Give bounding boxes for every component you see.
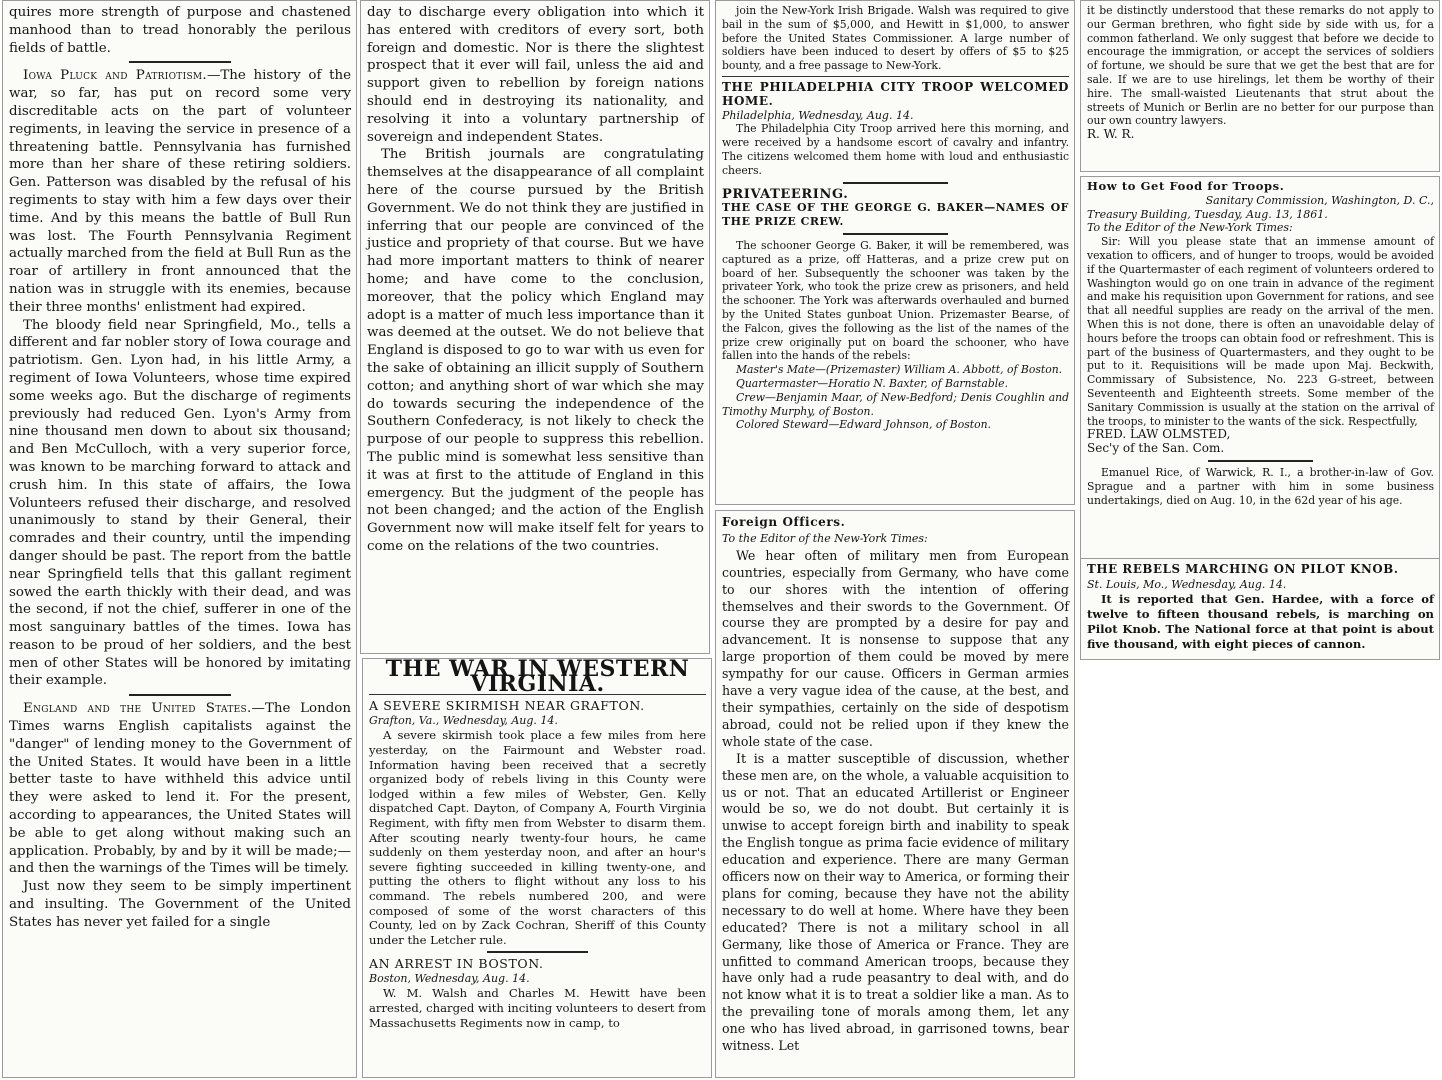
obligation-paragraph: day to discharge every obligation into which it has entered with creditors of every sort, both foreign and domestic. Nor is there the slightest prospect that it ever will fail, unless the aid and support given to rebellion by foreign nations should end in destroying its nationality, and resolving it into a voluntary partnership of sovereign and independent States. <box>367 5 704 145</box>
arrest-continuation: join the New-York Irish Brigade. Walsh was required to give bail in the sum of $5,000, and Hewitt in $1,000, to answer before the United States Commissioner. A large number of soldiers have been induced to desert by offers of $5 to $25 bounty, and a free passage to New-York. <box>722 4 1069 73</box>
foreign-officers-continuation: it be distinctly understood that these remarks do not apply to our German brethren, who fight side by side with us, for a common fatherland. We only suggest that before we decide to encourage the immigration, or accept the services of soldiers of fortune, we should be sure that we get the best that are for sale. If we are to use hirelings, let them be worthy of their hire. The small-waisted Lieutenants that strut about the streets of Munich or Berlin are no better for our purpose than our own country lawyers. <box>1087 4 1434 128</box>
food-headline: How to Get Food for Troops. <box>1087 179 1285 193</box>
iowa-article <box>9 67 351 316</box>
clipping-food-for-troops <box>1080 176 1440 564</box>
to-editor-line: To the Editor of the New-York Times: <box>722 531 928 545</box>
skirmish-body: A severe skirmish took place a few miles from here yesterday, on the Fairmount and Webster road. Information having been received that a secretly organized body of rebels living in this County were lodged within a few miles of Webster, Gen. Kelly dispatched Capt. Dayton, of Company A, Fourth Virginia Regiment, with fifty men from Webster to disarm them. After scouting nearly twenty-four hours, he came suddenly on them yesterday noon, and after an hour's severe fighting succeeded in killing twenty-one, and putting the others to flight without any loss to his command. The rebels numbered 200, and were composed of some of the worst characters of this County, led on by Zack Cochran, Sheriff of this County under the Letcher rule. <box>369 728 706 947</box>
arrest-dateline: Boston, Wednesday, Aug. 14. <box>369 971 530 985</box>
troop-dateline: Philadelphia, Wednesday, Aug. 14. <box>722 108 914 122</box>
war-headline: THE WAR IN WESTERN VIRGINIA. <box>385 658 690 697</box>
england-paragraph-1: —The London Times warns English capitalists against the "danger" of lending money to the Government of the United States. It would have been in a little better taste to have withheld this advice until they were asked to lend it. For the present, according to appearances, the United States will be able to get along without making such an application. Probably, by and by it will be made;—and then the warnings of the Times will be timely. <box>9 701 351 877</box>
crew-line: Colored Steward—Edward Johnson, of Boston. <box>736 418 991 432</box>
british-journals-paragraph: The British journals are congratulating themselves at the disappearance of all complaint here of the course pursued by the British Government. We do not think they are justified in inferring that our people are convinced of the justice and propriety of that course. But we have had more important matters to think of nearer home; and have come to the conclusion, moreover, that the policy which England may adopt is a matter of much less importance than it was deemed at the outset. We do not believe that England is disposed to go to war with us even for the sake of obtaining an illicit supply of Southern cotton; and anything short of war which she may do towards securing the independence of the Southern Confederacy, is not likely to check the purpose of our people to suppress this rebellion. The public mind is somewhat less sensitive than it was at first to the attitude of England in this emergency. But the judgment of the people has not been changed; and the action of the English Government now will make itself felt for years to come on the relations of the two countries. <box>367 147 704 554</box>
privateering-subhead: THE CASE OF THE GEORGE G. BAKER—NAMES OF THE PRIZE CREW. <box>722 201 1069 229</box>
skirmish-dateline: Grafton, Va., Wednesday, Aug. 14. <box>369 713 558 727</box>
england-paragraph-2: Just now they seem to be simply impertinent and insulting. The Government of the United States has never yet failed for a single <box>9 879 351 930</box>
england-heading: England and the United States. <box>23 701 252 717</box>
to-editor-line: To the Editor of the New-York Times: <box>1087 221 1293 235</box>
food-subhead-2: Treasury Building, Tuesday, Aug. 13, 1861. <box>1087 207 1328 221</box>
clipping-british-journals <box>360 0 710 654</box>
clipping-foreign-officers <box>715 510 1075 1078</box>
crew-line: Master's Mate—(Prizemaster) William A. Abbott, of Boston. <box>736 363 1063 377</box>
crew-line: Quartermaster—Horatio N. Baxter, of Barnstable. <box>736 376 1008 390</box>
privateering-body: The schooner George G. Baker, it will be remembered, was captured as a prize, off Hatteras, and a prize crew put on board of her. Subsequently the schooner was taken by the privateer York, who took the prize crew as prisoners, and held the schooner. The York was afterwards overhauled and burned by the United States gunboat Union. Prizemaster Bearse, of the Falcon, gives the following as the list of the names of the prize crew originally put on board the schooner, who have fallen into the hands of the rebels: <box>722 238 1069 363</box>
foreign-officers-paragraph-2: It is a matter susceptible of discussion, whether these men are, on the whole, a valuable acquisition to us or not. That an educated Artillerist or Engineer would be so, we do not doubt. But certainly it is unwise to accept foreign birth and inability to speak the English tongue as prima facie evidence of military education and experience. There are many German officers now on their way to America, or forming their plans for coming, because they have not the ability necessary to do well at home. Where have they been educated? There is not a military school in all Germany, like those of America or France. They are unfitted to command American troops, because they have only had a rude peasantry to deal with, and do not know what it is to treat a soldier like a man. As to the prevailing tone of morals among them, let any one who has lived abroad, in garrisoned towns, bear witness. Let <box>722 750 1069 1054</box>
column-rule <box>722 178 1069 188</box>
pilot-knob-dateline: St. Louis, Mo., Wednesday, Aug. 14. <box>1087 578 1287 591</box>
england-article <box>9 700 351 878</box>
rice-obituary: Emanuel Rice, of Warwick, R. I., a brother-in-law of Gov. Sprague and a partner with him in some business undertakings, died on Aug. 10, in the 62d year of his age. <box>1087 465 1434 507</box>
foreign-officers-signature: R. W. R. <box>1087 127 1135 142</box>
iowa-heading: Iowa Pluck and Patriotism. <box>23 68 207 84</box>
troop-headline: THE PHILADELPHIA CITY TROOP WELCOMED HOME. <box>722 79 1069 108</box>
skirmish-headline: A SEVERE SKIRMISH NEAR GRAFTON. <box>369 698 645 714</box>
food-subhead-1: Sanitary Commission, Washington, D. C., <box>1205 193 1434 207</box>
column-rule <box>9 57 351 67</box>
iowa-paragraph-1: —The history of the war, so far, has put on record some very discreditable acts on the part of volunteer regiments, in leaving the service in presence of a threatening battle. Pennsylvania has furnished more than her share of these retiring soldiers. Gen. Patterson was disabled by the refusal of his regiments to stay with him a few days over their time. And by this means the battle of Bull Run was lost. The Fourth Pennsylvania Regiment actually marched from the field at Bull Run as the roar of artillery in front announced that the nation was in struggle with its enemies, because their three months' enlistment had expired. <box>9 68 351 315</box>
arrest-body: W. M. Walsh and Charles M. Hewitt have been arrested, charged with inciting volunteers to desert from Massachusetts Regiments now in camp, to <box>369 986 706 1030</box>
column-rule <box>1087 456 1434 466</box>
crew-line: Crew—Benjamin Maar, of New-Bedford; Denis Coughlin and Timothy Murphy, of Boston. <box>722 390 1069 418</box>
clipping-western-virginia <box>362 658 712 1078</box>
foreign-officers-headline: Foreign Officers. <box>722 515 846 529</box>
food-signature-title: Sec'y of the San. Com. <box>1087 441 1225 456</box>
column-rule <box>369 947 706 957</box>
column-rule <box>722 229 1069 239</box>
iowa-paragraph-2: The bloody field near Springfield, Mo., tells a different and far nobler story of Iowa courage and patriotism. Gen. Lyon had, in his little Army, a regiment of Iowa Volunteers, whose time expired some weeks ago. But the discharge of regiments previously had reduced Gen. Lyon's Army from nine thousand men down to about six thousand; and Ben McCulloch, with a very superior force, was known to be marching forward to attack and crush him. In this state of affairs, the Iowa Volunteers refused their discharge, and resolved unanimously to stand by their General, their comrades and their country, until the impending danger should be past. The report from the battle near Springfield tells that this gallant regiment sowed the earth thickly with their dead, and was the second, if not the chief, sufferer in one of the most sanguinary battles of the times. Iowa has reason to be proud of her soldiers, and the best men of other States will be honored by imitating their example. <box>9 317 351 689</box>
privateering-headline: PRIVATEERING. <box>722 186 849 202</box>
arrest-headline: AN ARREST IN BOSTON. <box>369 956 544 972</box>
pilot-knob-body: It is reported that Gen. Hardee, with a force of twelve to fifteen thousand rebels, is marching on Pilot Knob. The National force at that point is about five thousand, with eight pieces of cannon. <box>1087 592 1434 651</box>
troop-body: The Philadelphia City Troop arrived here this morning, and were received by a handsome escort of cavalry and infantry. The citizens welcomed them home with loud and enthusiastic cheers. <box>722 122 1069 177</box>
food-body: Sir: Will you please state that an immense amount of vexation to officers, and of hunger to troops, would be avoided if the Quartermaster of each regiment of volunteers ordered to Washington would go on one train in advance of the regiment and make his requisition upon Government for rations, and see that all needful supplies are ready on the arrival of the men. When this is not done, there is often an unavoidable delay of hours before the troops can obtain food or refreshment. This is part of the business of Quartermasters, and they ought to be put to it. Requisitions will be made upon Maj. Beckwith, Commissary of Subsistence, No. 223 G-street, between Seventeenth and Eighteenth streets. Some member of the Sanitary Commission is usually at the station on the arrival of the troops, to minister to the wants of the sick. Respectfully, <box>1087 235 1434 428</box>
foreign-officers-paragraph-1: We hear often of military men from European countries, especially from Germany, who have come to our shores with the intention of offering themselves and their swords to the Government. Of course they are prompted by a desire for pay and advancement. It is nonsense to suppose that any large proportion of them could be moved by mere sympathy for our cause. Officers in German armies have a very vague idea of the cause, at the best, and their sympathies, certainly on the side of despotism abroad, could not be relied upon if they knew the whole state of the case. <box>722 547 1069 749</box>
clipping-pilot-knob <box>1080 558 1440 660</box>
clipping-foreign-officers-continued <box>1080 0 1440 172</box>
clipping-troop-privateering <box>715 0 1075 505</box>
clipping-iowa-england <box>2 0 357 1078</box>
continuation-text: quires more strength of purpose and chastened manhood than to tread honorably the perilous fields of battle. <box>9 5 351 56</box>
food-signature-name: FRED. LAW OLMSTED, <box>1087 427 1231 442</box>
column-rule <box>9 690 351 700</box>
column-rule <box>722 76 1069 77</box>
pilot-knob-headline: THE REBELS MARCHING ON PILOT KNOB. <box>1087 562 1399 576</box>
